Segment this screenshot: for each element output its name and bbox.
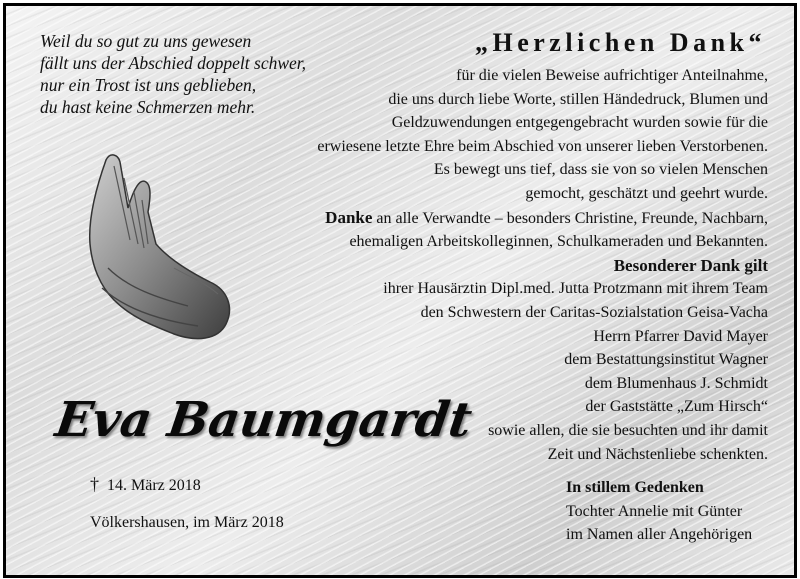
thanks-line: Geldzuwendungen entgegengebracht wurden sowie für die <box>391 114 768 132</box>
praying-hands-icon <box>78 148 238 348</box>
thanks-line: für die vielen Beweise aufrichtiger Anteilnahme, <box>456 67 768 84</box>
thanks-line: gemocht, geschätzt und geehrt wurde. <box>525 184 768 202</box>
danke-word: Danke <box>325 207 373 227</box>
notice-title: „Herzlichen Dank“ <box>475 28 766 57</box>
special-thanks-line: sowie allen, die sie besuchten und ihr damit <box>488 421 768 439</box>
special-thanks-line: dem Blumenhaus J. Schmidt <box>584 374 768 392</box>
closing-heading: In stillem Gedenken <box>566 479 704 496</box>
danke-line-2: ehemaligen Arbeitskolleginnen, Schulkameraden und Bekannten. <box>349 233 768 251</box>
special-thanks-heading: Besonderer Dank gilt <box>613 255 768 275</box>
deceased-name: Eva Baumgardt <box>52 392 476 448</box>
death-date <box>90 474 201 495</box>
poem-line: du hast keine Schmerzen mehr. <box>40 97 256 117</box>
cross-icon: † <box>90 474 99 494</box>
poem-line: Weil du so gut zu uns gewesen <box>40 31 252 51</box>
thanks-line: erwiesene letzte Ehre beim Abschied von unserer lieben Verstorbenen. <box>317 137 768 155</box>
special-thanks-line: Herrn Pfarrer David Mayer <box>593 327 768 345</box>
special-thanks-line: ihrer Hausärztin Dipl.med. Jutta Protzmann mit ihrem Team <box>383 280 768 298</box>
obituary-card <box>3 3 797 578</box>
thanks-line: Es bewegt uns tief, dass sie von so vielen Menschen <box>433 161 768 179</box>
place-date: Völkershausen, im März 2018 <box>90 514 284 531</box>
death-date-text: 14. März 2018 <box>107 477 201 494</box>
closing-block <box>566 476 752 547</box>
poem-line: nur ein Trost ist uns geblieben, <box>40 75 257 95</box>
closing-line: im Namen aller Angehörigen <box>566 526 753 543</box>
special-thanks-line: Zeit und Nächstenliebe schenkten. <box>547 445 768 463</box>
special-thanks-line: dem Bestattungsinstitut Wagner <box>564 351 768 369</box>
closing-line: Tochter Annelie mit Günter <box>566 502 743 520</box>
special-thanks-line: der Gaststätte „Zum Hirsch“ <box>585 398 768 416</box>
danke-line <box>248 206 768 231</box>
poem-line: fällt uns der Abschied doppelt schwer, <box>40 53 307 73</box>
thanks-line: die uns durch liebe Worte, stillen Händedruck, Blumen und <box>388 90 768 108</box>
special-thanks-line: den Schwestern der Caritas-Sozialstation Geisa-Vacha <box>420 303 768 321</box>
danke-text: an alle Verwandte – besonders Christine, Freunde, Nachbarn, <box>376 209 768 227</box>
